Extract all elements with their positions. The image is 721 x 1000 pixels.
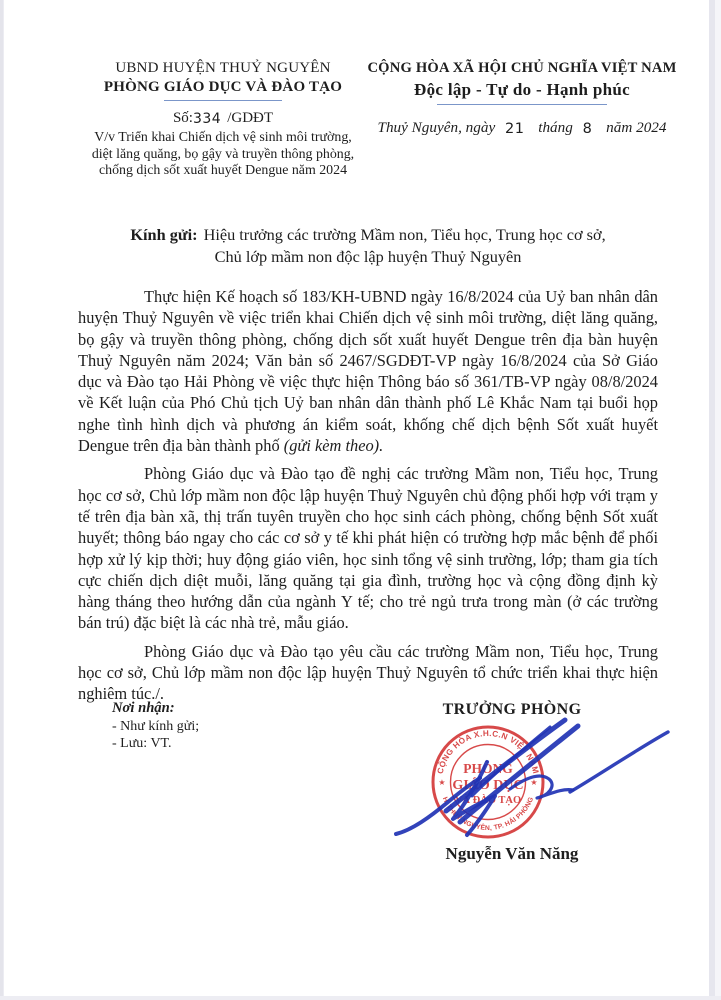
stamp-star-right-icon: ★ [530, 778, 538, 787]
stamp-top-arc-text: CỘNG HÒA X.H.C.N VIỆT NAM [435, 728, 541, 775]
date-day: 21 [504, 121, 525, 137]
org-name: PHÒNG GIÁO DỤC VÀ ĐÀO TẠO [103, 79, 343, 95]
number-value: 334 [192, 111, 222, 127]
paragraph-1 [78, 286, 658, 456]
stamp-star-left-icon: ★ [438, 778, 446, 787]
place-and-date [366, 119, 678, 137]
recipients-list-block [112, 700, 199, 753]
parent-org-name: UBND HUYỆN THUỶ NGUYÊN [115, 60, 331, 76]
number-suffix: /GDĐT [227, 110, 274, 126]
paragraph-3: Phòng Giáo dục và Đào tạo yêu cầu các trường Mầm non, Tiểu học, Trung học cơ sở, Chủ lớp mầm non độc lập huyện Thuỷ Nguyên tổ chức triển khai thực hiện nghiêm túc./. [78, 641, 658, 704]
stamp-center-line2: GIÁO DỤC [452, 778, 524, 793]
page-edge-left [0, 0, 4, 1000]
recipient-label: Kính gửi: [130, 225, 198, 244]
national-motto: Độc lập - Tự do - Hạnh phúc [414, 80, 630, 99]
national-title: CỘNG HÒA XÃ HỘI CHỦ NGHĨA VIỆT NAM [367, 60, 677, 76]
paragraph-2: Phòng Giáo dục và Đào tạo đề nghị các trường Mầm non, Tiểu học, Trung học cơ sở, Chủ lớp mầm non độc lập huyện Thuỷ Nguyên chủ động phối hợp với trạm y tế trên địa bàn xã, thị trấn tuyên truyền cho học sinh cách phòng, chống bệnh Sốt xuất huyết; thông báo ngay cho các cơ sở y tế khi phát hiện có trường hợp mắc bệnh để phối hợp xử lý kịp thời; huy động giáo viên, học sinh tổng vệ sinh trường, lớp; tham gia tích cực chiến dịch diệt muỗi, lăng quăng tại gia đình, trường học và cộng đồng định kỳ hàng tháng theo hướng dẫn của ngành Y tế; cho trẻ ngủ trưa trong màn (ở các trường bán trú) đặc biệt là các nhà trẻ, mẫu giáo. [78, 464, 658, 633]
stamp-bottom-arc-text: H. THUỶ NGUYÊN, TP. HẢI PHÒNG [440, 796, 536, 833]
issuing-agency-block [85, 60, 361, 180]
number-label: Số: [172, 110, 193, 126]
page-edge-bottom [0, 996, 721, 1000]
recipient-line2: Chủ lớp mầm non độc lập huyện Thuỷ Nguyên [214, 247, 522, 266]
stamp-center-line1: PHÒNG [463, 761, 513, 776]
org-underline [164, 100, 282, 101]
paragraph-1-attachment-note: (gửi kèm theo). [283, 436, 384, 456]
national-header-block [366, 60, 678, 137]
place-date-prefix: Thuỷ Nguyên, ngày [377, 119, 496, 136]
recipient-line1 [78, 224, 658, 246]
month-label: tháng [538, 119, 573, 136]
motto-underline [437, 104, 607, 105]
signature-stroke [510, 776, 573, 798]
paragraph-1-text: Thực hiện Kế hoạch số 183/KH-UBND ngày 16/8/2024 của Uỷ ban nhân dân huyện Thuỷ Nguyên về việc triển khai Chiến dịch vệ sinh môi trường, diệt lăng quăng, bọ gậy và truyền thông phòng, chống dịch sốt xuất huyết Dengue trên địa bàn huyện Thuỷ Nguyên năm 2024; Văn bản số 2467/SGDĐT-VP ngày 16/8/2024 của Sở Giáo dục và Đào tạo Hải Phòng về việc thực hiện Thông báo số 361/TB-VP ngày 08/8/2024 về Kết luận của Phó Chủ tịch Uỷ ban nhân dân thành phố Lê Khắc Nam tại buổi họp nghe tình hình dịch và phương án kiểm soát, khống chế dịch bệnh Sốt xuất huyết Dengue trên địa bàn thành phố [78, 287, 658, 456]
signature-stroke [472, 727, 550, 796]
signature-stroke [460, 726, 578, 822]
document-subject: V/v Triển khai Chiến dịch vệ sinh môi trường, diệt lăng quăng, bọ gậy và truyền thông phòng, chống dịch sốt xuất huyết Dengue năm 2024 [91, 130, 355, 179]
signer-name: Nguyễn Văn Năng [445, 844, 579, 863]
signer-title: TRƯỞNG PHÒNG [442, 701, 582, 718]
recipient-text1: Hiệu trưởng các trường Mầm non, Tiểu học, Trung học cơ sở, [203, 225, 606, 244]
year-label: năm 2024 [606, 119, 667, 136]
recipients-list-item: - Như kính gửi; [112, 718, 200, 734]
recipient-block [78, 224, 658, 268]
signature-stroke [570, 732, 668, 792]
letter-body [78, 286, 658, 705]
handwritten-signature [390, 710, 682, 850]
document-number [85, 110, 361, 127]
recipients-list-label: Nơi nhận: [112, 700, 175, 716]
recipients-list-item: - Lưu: VT. [112, 736, 172, 751]
stamp-center-line3: VÀ ĐÀO TẠO [454, 795, 522, 806]
page-edge-right-light [715, 0, 721, 1000]
date-month: 8 [582, 121, 593, 137]
signature-stroke [396, 778, 480, 834]
